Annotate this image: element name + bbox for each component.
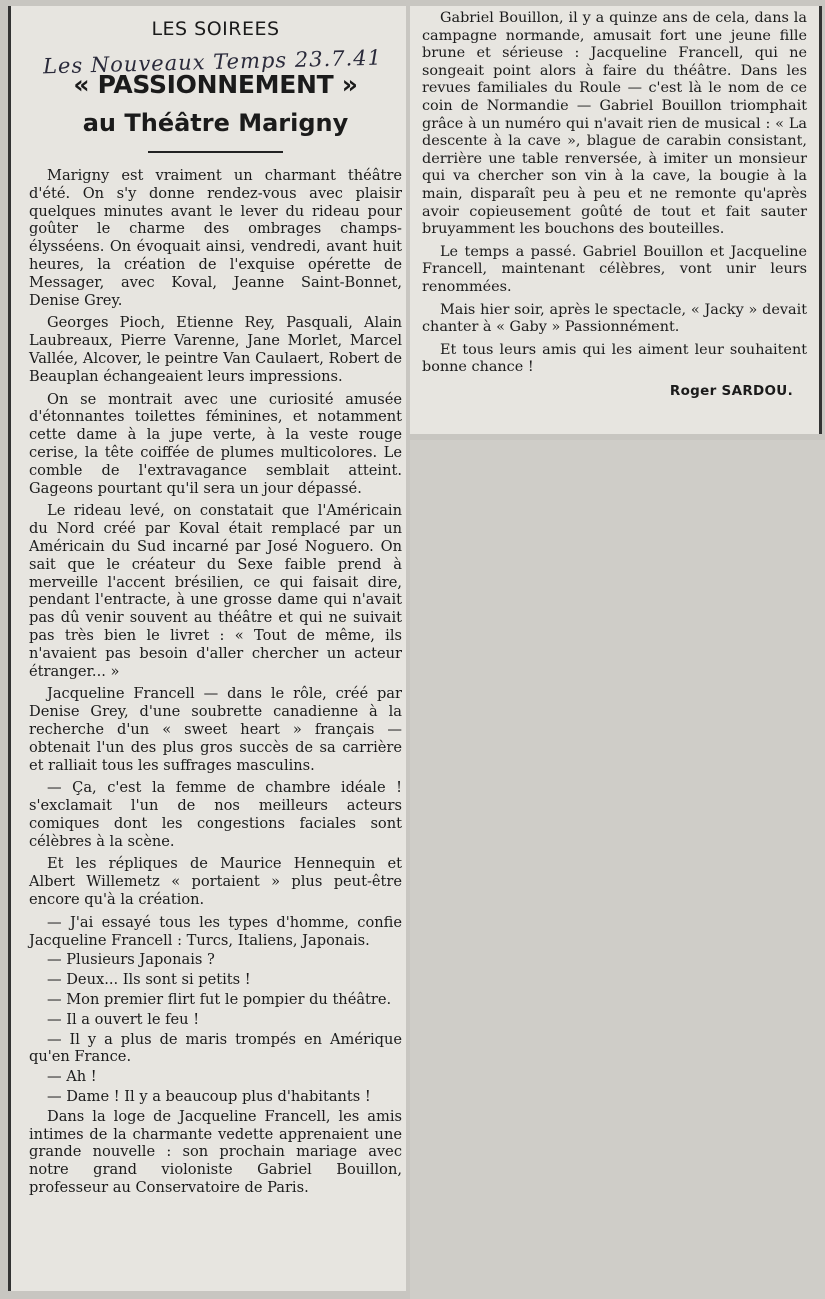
paragraph: — Ça, c'est la femme de chambre idéale ! s'exclamait l'un de nos meilleurs acteurs comiques dont les congestions faciales sont célèbres à la scène. [29,779,402,850]
paragraph: Georges Pioch, Etienne Rey, Pasquali, Alain Laubreaux, Pierre Varenne, Jane Morlet, Marcel Vallée, Alcover, le peintre Van Caulaert, Robert de Beauplan échangeaient leurs impressions. [29,314,402,385]
article-body-right [422,10,807,377]
paragraph: Mais hier soir, après le spectacle, « Jacky » devait chanter à « Gaby » Passionnément. [422,301,807,336]
dialogue-line: — Mon premier flirt fut le pompier du théâtre. [47,991,392,1009]
dialogue-line: — Il y a plus de maris trompés en Amérique qu'en France. [29,1030,402,1066]
dialogue-line: — Ah ! [47,1068,97,1086]
article-body-left [29,167,402,1197]
left-column [8,6,406,1291]
handwritten-annotation: Les Nouveaux Temps 23.7.41 [42,45,383,79]
article-subtitle: au Théâtre Marigny [82,109,349,137]
page-background [410,440,825,1299]
dialogue-line: — J'ai essayé tous les types d'homme, confie Jacqueline Francell : Turcs, Italiens, Japonais. [29,913,402,949]
author-signature: Roger SARDOU. [669,382,793,399]
paragraph: On se montrait avec une curiosité amusée d'étonnantes toilettes féminines, et notamment cette dame à la jupe verte, à la veste rouge cerise, la tête coiffée de plumes multicolores. Le comble de l'extravagance semblait atteint. Gageons pourtant qu'il sera un jour dépassé. [29,390,402,497]
right-column [410,6,822,434]
rubric-label: LES SOIREES [151,18,280,40]
dialogue-line: — Deux... Ils sont si petits ! [47,971,251,989]
dialogue-line: — Plusieurs Japonais ? [47,951,215,969]
paragraph: Jacqueline Francell — dans le rôle, créé par Denise Grey, d'une soubrette canadienne à la recherche d'un « sweet heart » français — obtenait l'un des plus gros succès de sa carrière et ralliait tous les suffrages masculins. [29,685,402,774]
article-title: « PASSIONNEMENT » [73,70,358,99]
title-divider [148,151,283,153]
paragraph: Le rideau levé, on constatait que l'Américain du Nord créé par Koval était remplacé par un Américain du Sud incarné par José Noguero. On sait que le créateur du Sexe faible prend à merveille l'accent brésilien, ce qui faisait dire, pendant l'entracte, à une grosse dame qui n'avait pas dû venir souvent au théâtre et qui ne suivait pas très bien le livret : « Tout de même, ils n'avaient pas besoin d'aller chercher un acteur étranger... » [29,502,402,680]
paragraph: Gabriel Bouillon, il y a quinze ans de cela, dans la campagne normande, amusait fort une jeune fille brune et sérieuse : Jacqueline Francell, qui ne songeait point alors à faire du théâtre. Dans les revues familiales du Roule — c'est là le nom de ce coin de Normandie — Gabriel Bouillon triomphait grâce à un numéro qui n'avait rien de musical : « La descente à la cave », blague de carabin consistant, derrière une table renversée, à imiter un monsieur qui va chercher son vin à la cave, la bougie à la main, disparaît peu à peu et ne remonte qu'après avoir copieusement goûté de tout et fait sauter bruyamment les bouchons des bouteilles. [422,10,807,238]
paragraph: Le temps a passé. Gabriel Bouillon et Jacqueline Francell, maintenant célèbres, vont unir leurs renommées. [422,243,807,295]
paragraph: Et les répliques de Maurice Hennequin et Albert Willemetz « portaient » plus peut-être encore qu'à la création. [29,855,402,909]
paragraph: Et tous leurs amis qui les aiment leur souhaitent bonne chance ! [422,341,807,376]
paragraph: Dans la loge de Jacqueline Francell, les amis intimes de la charmante vedette apprenaient une grande nouvelle : son prochain mariage avec notre grand violoniste Gabriel Bouillon, professeur au Conservatoire de Paris. [29,1107,402,1197]
dialogue-line: — Dame ! Il y a beaucoup plus d'habitants ! [47,1088,371,1106]
dialogue-line: — Il a ouvert le feu ! [47,1010,200,1028]
paragraph: Marigny est vraiment un charmant théâtre d'été. On s'y donne rendez-vous avec plaisir quelques minutes avant le lever du rideau pour goûter le charme des ombrages champs-élysséens. On évoquait ainsi, vendredi, avant huit heures, la création de l'exquise opérette de Messager, avec Koval, Jeanne Saint-Bonnet, Denise Grey. [29,167,402,309]
